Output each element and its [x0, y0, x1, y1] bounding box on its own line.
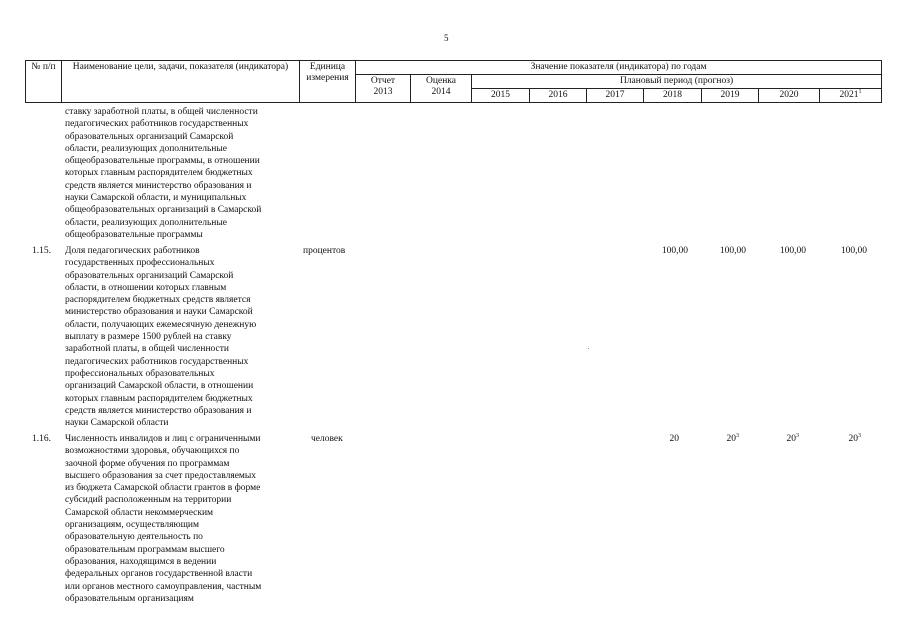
footnote-mark: 3	[796, 432, 799, 439]
footnote-mark: 3	[736, 432, 739, 439]
header-col-name: Наименование цели, задачи, показателя (индикатора)	[62, 61, 300, 103]
footnote-mark: 1	[858, 88, 862, 95]
header-year: 2018	[644, 89, 702, 103]
header-col-report	[356, 75, 411, 103]
row-1-15-value-2018: 100,00	[661, 246, 688, 256]
row-1-16-value-2019	[689, 433, 739, 445]
row-1-15-value-2021: 100,00	[840, 246, 867, 256]
header-col-estimate	[411, 75, 472, 103]
footnote-mark: 3	[858, 432, 861, 439]
header-col-values: Значение показателя (индикатора) по годам	[356, 61, 882, 75]
header-col-plan: Плановый период (прогноз)	[472, 75, 882, 89]
row-continuation-name: ставку заработной платы, в общей численности педагогических работников государственных образовательных организаций Самарской области, реализующих дополнительные общеобразовательные программы, в отношении которых главным распорядителем бюджетных средств является министерство образования и науки Самарской области, и муниципальных общеобразовательных организаций в Самарской области, реализующих дополнительные общеобразовательные программы	[65, 107, 262, 240]
header-year: 2017	[587, 89, 644, 103]
header-estimate-label: Оценка	[426, 76, 456, 86]
row-1-16-unit: человек	[311, 434, 343, 444]
row-1-15-value-2019: 100,00	[719, 246, 746, 256]
row-1-16-name: Численность инвалидов и лиц с ограниченными возможностями здоровья, обучающихся по заочной форме обучения по программам высшего образования за счет предоставляемых из бюджета Самарской области грантов в форме субсидий расположенным на территории Самарской области некоммерческим организациям, осуществляющим образовательную деятельность по образовательным программам высшего образования, находящимся в ведении федеральных органов государственной власти или органов местного самоуправления, частным образовательным организациям	[65, 434, 262, 604]
row-1-16-value-2020	[749, 433, 799, 445]
value: 20	[726, 434, 736, 444]
row-1-15-name: Доля педагогических работников государственных профессиональных образовательных организаций Самарской области, в отношении которых главным распорядителем бюджетных средств является министерство образования и науки Самарской области, получающих ежемесячную денежную выплату в размере 1500 рублей на ставку заработной платы, в общей численности педагогических работников государственных профессиональных образовательных организаций Самарской области, в отношении которых главным распорядителем бюджетных средств является министерство образования и науки Самарской области	[65, 246, 257, 429]
header-estimate-year: 2014	[431, 87, 451, 97]
row-1-15-value-2020: 100,00	[779, 246, 806, 256]
table-header	[25, 60, 882, 103]
value: 20	[848, 434, 858, 444]
value: 20	[786, 434, 796, 444]
header-report-label: Отчет	[370, 76, 396, 86]
header-year: 2015	[472, 89, 530, 103]
row-1-15-unit: процентов	[303, 246, 346, 256]
header-year: 2016	[530, 89, 587, 103]
header-report-year: 2013	[373, 87, 393, 97]
header-col-unit: Единица измерения	[300, 61, 356, 103]
row-1-16-value-2018: 20	[669, 434, 679, 444]
page-number: 5	[444, 33, 449, 43]
header-year: 2020	[759, 89, 820, 103]
header-col-number: № п/п	[26, 61, 62, 103]
header-year-label: 2021	[839, 90, 859, 100]
scan-speck	[588, 348, 589, 349]
header-year: 2019	[702, 89, 759, 103]
header-year-2021	[820, 89, 882, 103]
row-1-16-value-2021	[811, 433, 861, 445]
row-1-16-number: 1.16.	[32, 434, 51, 444]
row-1-15-number: 1.15.	[32, 246, 51, 256]
